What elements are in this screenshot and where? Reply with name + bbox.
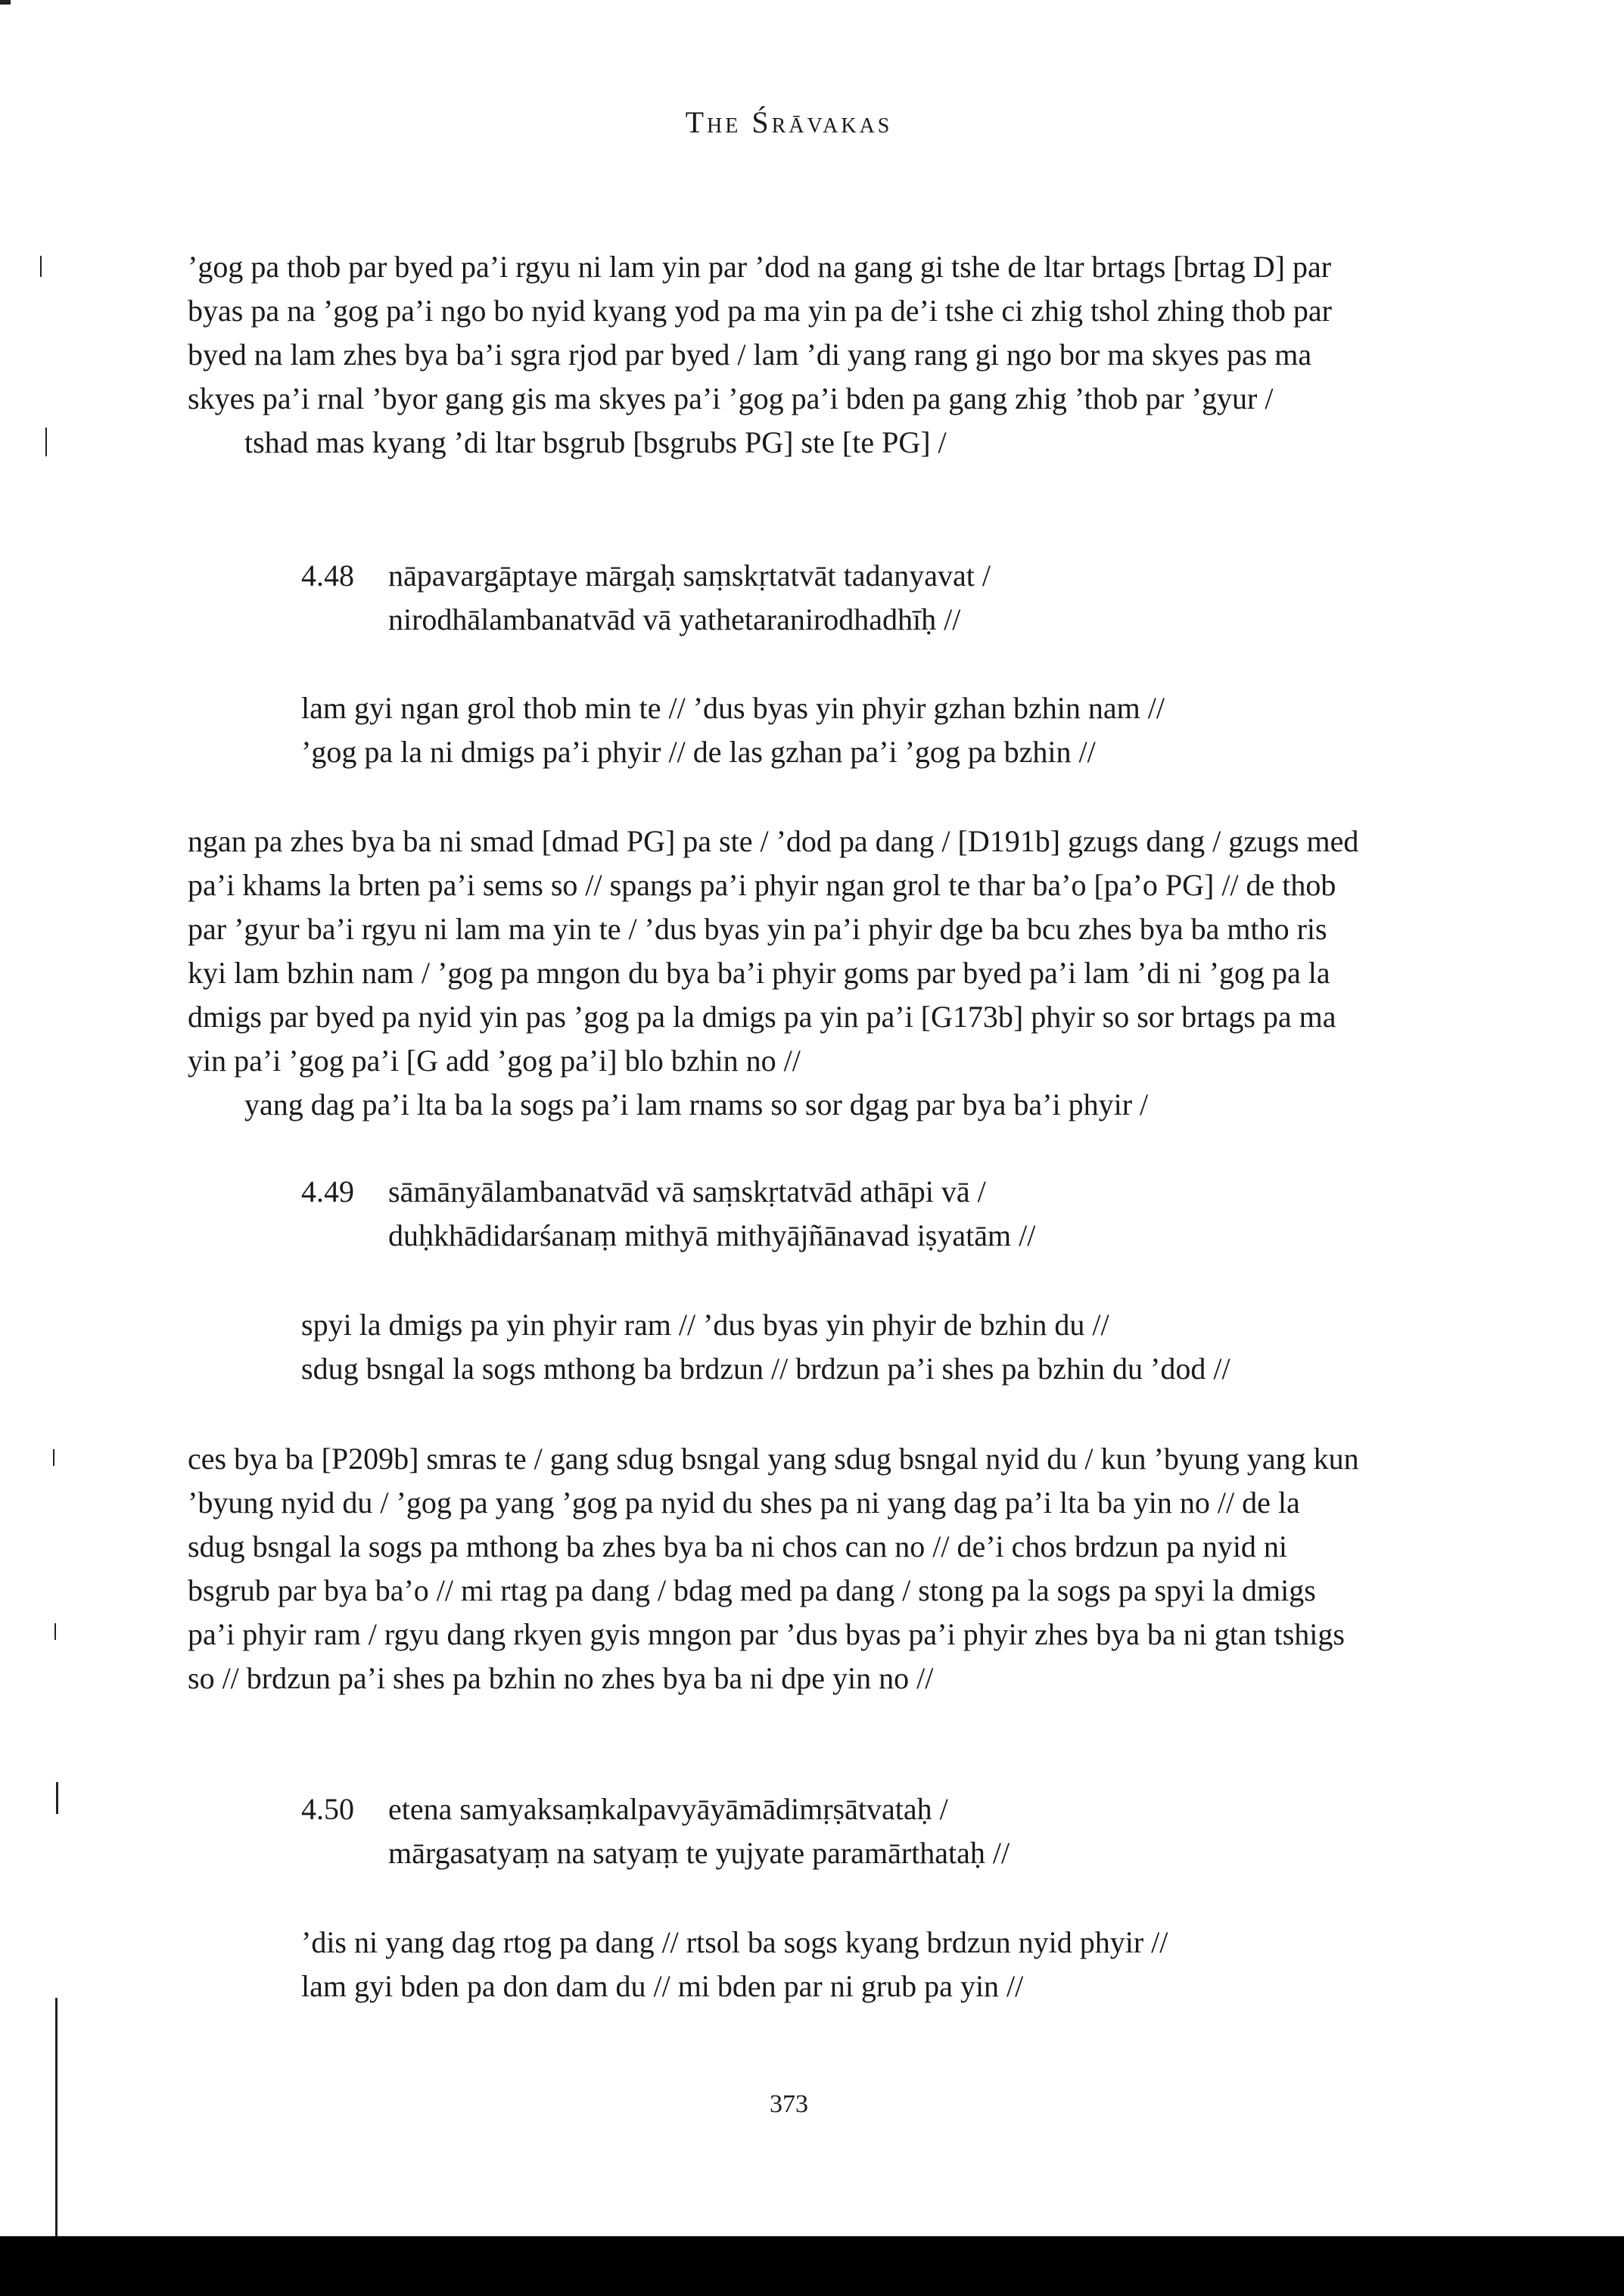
paragraph-2 [188, 820, 1361, 1127]
running-header: The Śrāvakas [685, 105, 893, 139]
scan-mark-left-edge [55, 1998, 58, 2240]
tibetan-verse-4-48 [301, 686, 1165, 774]
scan-bottom-band [0, 2236, 1624, 2296]
verse-line-1: nāpavargāptaye mārgaḥ saṃskṛtatvāt tadanyavat / [388, 558, 991, 593]
tibetan-verse-4-50 [301, 1921, 1168, 2008]
sanskrit-verse-4-48 [301, 554, 991, 642]
verse-number: 4.48 [301, 558, 354, 593]
verse-line-2: mārgasatyaṃ na satyaṃ te yujyate paramārthataḥ // [388, 1836, 1010, 1870]
tibetan-verse-4-49 [301, 1303, 1230, 1391]
sanskrit-verse-4-49 [301, 1170, 1035, 1258]
paragraph-3: ces bya ba [P209b] smras te / gang sdug bsngal yang sdug bsngal nyid du / kun ’byung yang kun ’byung nyid du / ’gog pa yang ’gog pa nyid du shes pa ni yang dag pa’i lta ba yin no // de la sdug bsngal la sogs pa mthong ba zhes bya ba ni chos can no // de’i chos brdzun pa nyid ni bsgrub par bya ba’o // mi rtag pa dang / bdag med pa dang / stong pa la sogs pa spyi la dmigs pa’i phyir ram / rgyu dang rkyen gyis mngon par ’dus byas pa’i phyir zhes bya ba ni gtan tshigs so // brdzun pa’i shes pa bzhin no zhes bya ba ni dpe yin no // [188, 1442, 1359, 1695]
verse-line-1: etena samyaksaṃkalpavyāyāmādimṛṣātvataḥ / [388, 1792, 948, 1826]
paragraph-2-text: ngan pa zhes bya ba ni smad [dmad PG] pa ste / ’dod pa dang / [D191b] gzugs dang / gzugs med pa’i khams la brten pa’i sems so // spangs pa’i phyir ngan grol te thar ba’o [pa’o PG] // de thob par ’gyur ba’i rgyu ni lam ma yin te / ’dus byas yin pa’i phyir dge ba bcu zhes bya ba mtho ris kyi lam bzhin nam / ’gog pa mngon du bya ba’i phyir goms par byed pa’i lam ’di ni ’gog pa la dmigs par byed pa nyid yin pas ’gog pa la dmigs pa yin pa’i [G173b] phyir so sor brtags pa ma yin pa’i ’gog pa’i [G add ’gog pa’i] blo bzhin no // [188, 824, 1359, 1078]
verse-line-2: nirodhālambanatvād vā yathetaranirodhadhīḥ // [388, 602, 961, 636]
paragraph-2-indented-line: yang dag pa’i lta ba la sogs pa’i lam rnams so sor dgag par bya ba’i phyir / [244, 1087, 1149, 1122]
page-number: 373 [770, 2090, 808, 2118]
tibetan-line-1: spyi la dmigs pa yin phyir ram // ’dus byas yin phyir de bzhin du // [301, 1308, 1109, 1342]
tibetan-line-2: lam gyi bden pa don dam du // mi bden par ni grub pa yin // [301, 1969, 1024, 2003]
verse-number: 4.49 [301, 1174, 354, 1209]
verse-number: 4.50 [301, 1792, 354, 1826]
sanskrit-verse-4-50 [301, 1787, 1010, 1875]
tibetan-line-2: ’gog pa la ni dmigs pa’i phyir // de las gzhan pa’i ’gog pa bzhin // [301, 735, 1096, 769]
paragraph-1 [188, 245, 1361, 465]
tibetan-line-1: ’dis ni yang dag rtog pa dang // rtsol ba sogs kyang brdzun nyid phyir // [301, 1925, 1168, 1959]
verse-line-1: sāmānyālambanatvād vā saṃskṛtatvād athāpi vā / [388, 1174, 986, 1209]
verse-line-2: duḥkhādidarśanaṃ mithyā mithyājñānavad iṣyatām // [388, 1218, 1036, 1252]
scan-mark-left-3 [53, 1449, 54, 1466]
tibetan-line-2: sdug bsngal la sogs mthong ba brdzun // brdzun pa’i shes pa bzhin du ’dod // [301, 1352, 1230, 1386]
scan-mark-left-2 [45, 428, 47, 456]
scan-mark-left-1 [40, 256, 42, 277]
paragraph-1-indented-line: tshad mas kyang ’di ltar bsgrub [bsgrubs PG] ste [te PG] / [244, 425, 947, 459]
scan-mark-top [0, 0, 11, 5]
paragraph-1-text: ’gog pa thob par byed pa’i rgyu ni lam yin par ’dod na gang gi tshe de ltar brtags [brtag D] par byas pa na ’gog pa’i ngo bo nyid kyang yod pa ma yin pa de’i tshe ci zhig tshol zhing thob par byed na lam zhes bya ba’i sgra rjod par byed / lam ’di yang rang gi ngo bor ma skyes pas ma skyes pa’i rnal ’byor gang gis ma skyes pa’i ’gog pa’i bden pa gang zhig ’thob par ’gyur / [188, 250, 1332, 415]
tibetan-line-1: lam gyi ngan grol thob min te // ’dus byas yin phyir gzhan bzhin nam // [301, 691, 1165, 725]
scan-mark-left-4 [54, 1623, 56, 1640]
scan-mark-left-5 [56, 1782, 58, 1814]
